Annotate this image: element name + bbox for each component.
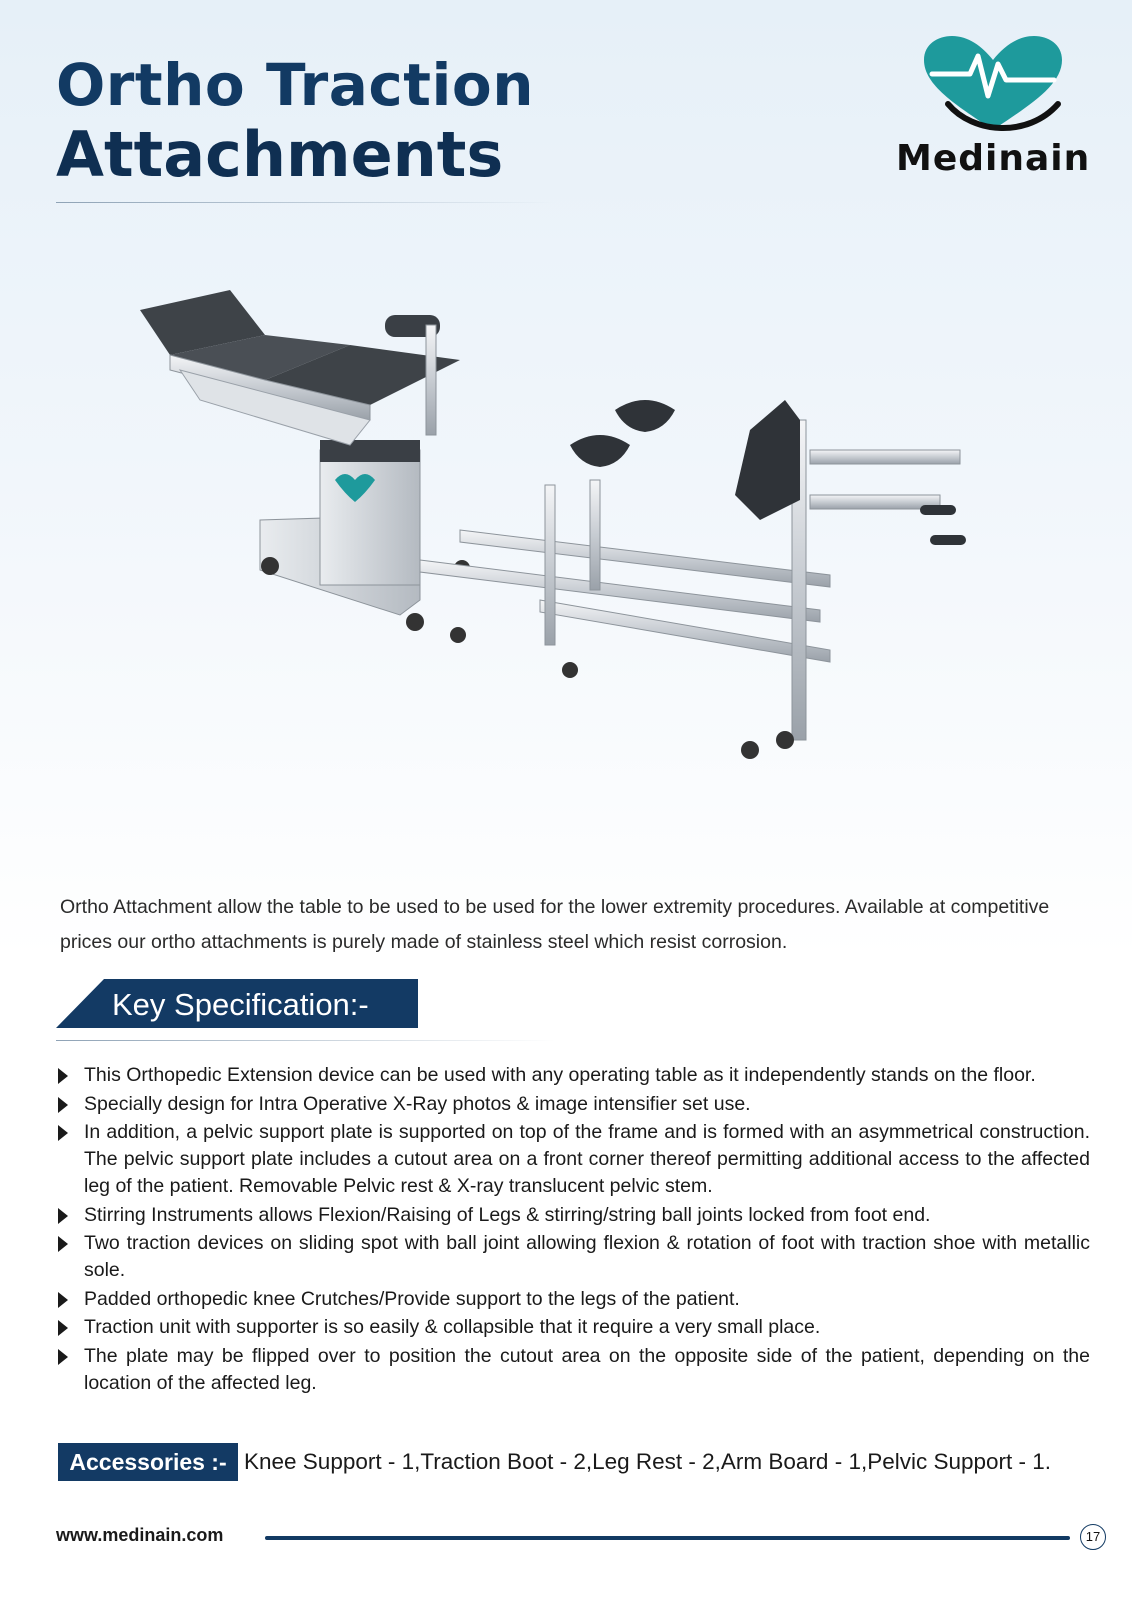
brand-name: Medinain (896, 138, 1091, 179)
title-line-2: Attachments (56, 118, 504, 191)
spec-item (56, 1230, 1090, 1284)
bullet-icon (58, 1236, 68, 1252)
bullet-icon (58, 1292, 68, 1308)
key-spec-banner (56, 979, 418, 1028)
footer-divider (265, 1536, 1070, 1540)
bullet-icon (58, 1068, 68, 1084)
page-number: 17 (1080, 1524, 1106, 1550)
spec-item (56, 1062, 1090, 1089)
bullet-icon (58, 1125, 68, 1141)
spec-item-text: Two traction devices on sliding spot with ball joint allowing flexion & rotation of foot with traction shoe with metallic sole. (84, 1232, 1090, 1281)
accessories-label: Accessories :- (58, 1443, 238, 1481)
spec-item (56, 1202, 1090, 1229)
spec-item-text: In addition, a pelvic support plate is supported on top of the frame and is formed with an asymmetrical construction. The pelvic support plate includes a cutout area on a front corner thereof permitting additional access to the affected leg of the patient. Removable Pelvic rest & X-ray translucent pelvic stem. (84, 1121, 1090, 1197)
bullet-icon (58, 1349, 68, 1365)
spec-item (56, 1091, 1090, 1118)
bullet-icon (58, 1320, 68, 1336)
title-divider (56, 202, 556, 203)
spec-item-text: Stirring Instruments allows Flexion/Raising of Legs & stirring/string ball joints locked from foot end. (84, 1203, 931, 1226)
spec-item-text: Specially design for Intra Operative X-Ray photos & image intensifier set use. (84, 1092, 751, 1115)
spec-item-text: The plate may be flipped over to position the cutout area on the opposite side of the patient, depending on the location of the affected leg. (84, 1344, 1090, 1394)
footer-website-link[interactable]: www.medinain.com (56, 1525, 224, 1545)
heart-pulse-icon (918, 34, 1068, 142)
brand-logo (890, 34, 1100, 184)
accessories-text: Knee Support - 1,Traction Boot - 2,Leg Rest - 2,Arm Board - 1,Pelvic Support - 1. (244, 1449, 1052, 1474)
bullet-icon (58, 1097, 68, 1113)
spec-list (56, 1062, 1090, 1398)
spec-item (56, 1314, 1090, 1341)
spec-item (56, 1119, 1090, 1200)
intro-paragraph: Ortho Attachment allow the table to be used to be used for the lower extremity procedures. Available at competitive prices our ortho attachments is purely made of stainless steel which resist corrosion. (60, 896, 1050, 953)
spec-divider (56, 1040, 556, 1041)
spec-item-text: This Orthopedic Extension device can be used with any operating table as it independently stands on the floor. (84, 1064, 1036, 1086)
bullet-icon (58, 1208, 68, 1224)
spec-item-text: Padded orthopedic knee Crutches/Provide support to the legs of the patient. (84, 1287, 740, 1310)
spec-item (56, 1286, 1090, 1313)
spec-item (56, 1343, 1090, 1397)
key-spec-title: Key Specification:- (112, 987, 369, 1022)
ortho-traction-table-illustration (120, 270, 1020, 810)
spec-item-text: Traction unit with supporter is so easily & collapsible that it require a very small place. (84, 1316, 821, 1338)
title-line-1: Ortho Traction (56, 51, 535, 119)
